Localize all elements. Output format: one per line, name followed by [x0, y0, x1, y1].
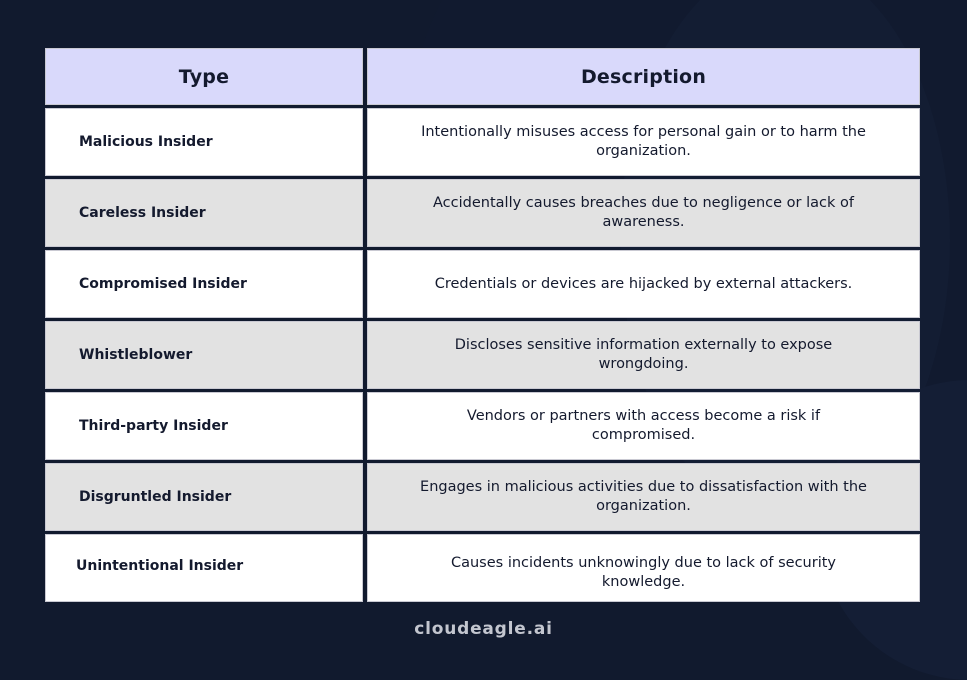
header-type: Type: [45, 48, 363, 105]
brand-logo-text: cloudeagle.ai: [414, 619, 553, 639]
header-description: Description: [367, 48, 920, 105]
row-type-malicious-insider: Malicious Insider: [45, 108, 363, 176]
row-description-malicious-insider: Intentionally misuses access for personal gain or to harm the organization.: [367, 108, 920, 176]
row-description-unintentional-insider: Causes incidents unknowingly due to lack of security knowledge.: [367, 534, 920, 602]
row-type-compromised-insider: Compromised Insider: [45, 250, 363, 318]
row-description-disgruntled-insider: Engages in malicious activities due to dissatisfaction with the organization.: [367, 463, 920, 531]
row-type-third-party-insider: Third-party Insider: [45, 392, 363, 460]
row-type-disgruntled-insider: Disgruntled Insider: [45, 463, 363, 531]
row-type-unintentional-insider: Unintentional Insider: [45, 534, 363, 602]
row-description-compromised-insider: Credentials or devices are hijacked by external attackers.: [367, 250, 920, 318]
row-description-careless-insider: Accidentally causes breaches due to negligence or lack of awareness.: [367, 179, 920, 247]
row-type-careless-insider: Careless Insider: [45, 179, 363, 247]
row-description-whistleblower: Discloses sensitive information externally to expose wrongdoing.: [367, 321, 920, 389]
row-description-third-party-insider: Vendors or partners with access become a risk if compromised.: [367, 392, 920, 460]
insider-types-table: [45, 48, 920, 602]
row-type-whistleblower: Whistleblower: [45, 321, 363, 389]
